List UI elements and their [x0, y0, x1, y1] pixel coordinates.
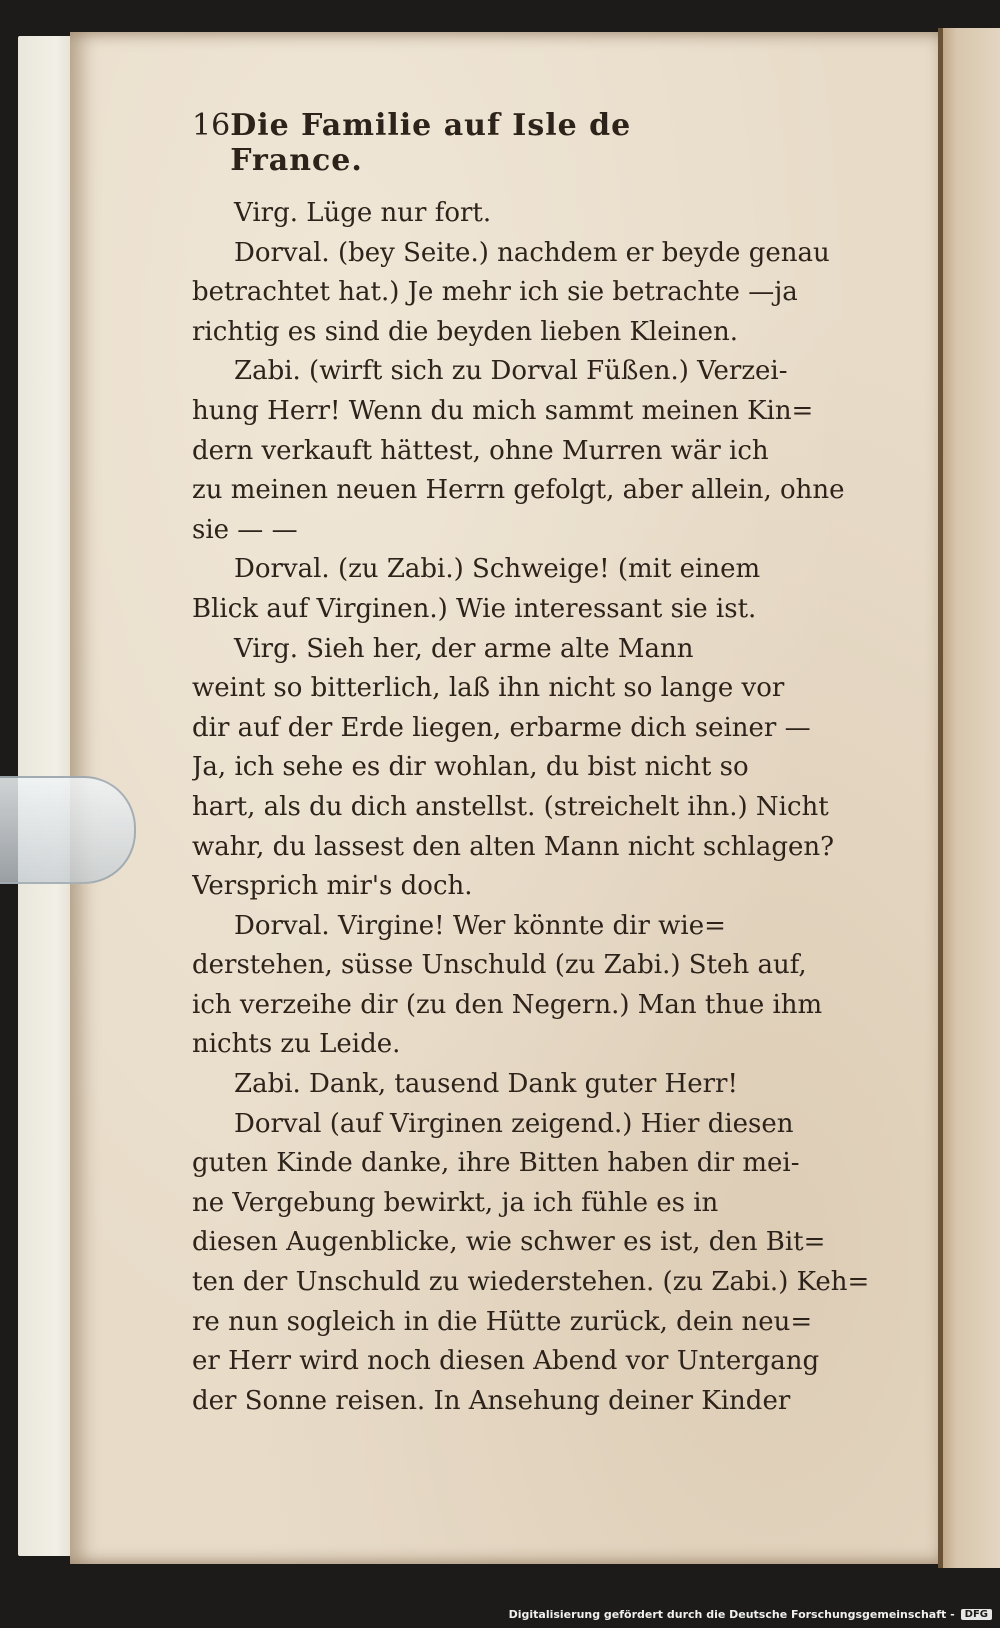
- facing-page-edge: [938, 28, 1000, 1568]
- text-line: re nun sogleich in die Hütte zurück, dein neu=: [192, 1306, 813, 1337]
- text-line: sie — —: [192, 514, 298, 545]
- text-line: Versprich mir's doch.: [192, 871, 473, 902]
- book-spine: [938, 28, 943, 1568]
- page-clip: [0, 776, 136, 884]
- digitization-credit: [509, 1604, 992, 1624]
- text-line: ich verzeihe dir (zu den Negern.) Man thue ihm: [192, 989, 823, 1020]
- text-line: Virg. Sieh her, der arme alte Mann: [234, 633, 694, 664]
- text-line: Dorval (auf Virginen zeigend.) Hier diesen: [234, 1108, 794, 1139]
- text-line: zu meinen neuen Herrn gefolgt, aber allein, ohne: [192, 475, 845, 506]
- text-line: Virg. Lüge nur fort.: [234, 198, 492, 228]
- credit-text: Digitalisierung gefördert durch die Deutsche Forschungsgemeinschaft -: [508, 1607, 955, 1621]
- text-line: er Herr wird noch diesen Abend vor Untergang: [192, 1346, 820, 1377]
- text-line: betrachtet hat.) Je mehr ich sie betrachte —ja: [192, 277, 798, 308]
- text-line: ne Vergebung bewirkt, ja ich fühle es in: [192, 1187, 719, 1218]
- text-line: Zabi. (wirft sich zu Dorval Füßen.) Verzei-: [234, 356, 788, 387]
- page-text: [192, 108, 892, 1421]
- text-line: hung Herr! Wenn du mich sammt meinen Kin=: [192, 395, 814, 426]
- page-number: 16: [192, 108, 231, 143]
- text-line: dern verkauft hättest, ohne Murren wär ich: [192, 435, 769, 466]
- text-line: guten Kinde danke, ihre Bitten haben dir mei-: [192, 1148, 800, 1179]
- text-line: weint so bitterlich, laß ihn nicht so lange vor: [192, 673, 785, 704]
- text-line: diesen Augenblicke, wie schwer es ist, den Bit=: [192, 1227, 826, 1258]
- text-line: Zabi. Dank, tausend Dank guter Herr!: [234, 1069, 738, 1100]
- text-line: Ja, ich sehe es dir wohlan, du bist nicht so: [192, 752, 749, 783]
- page-header: [192, 108, 762, 178]
- text-line: derstehen, süsse Unschuld (zu Zabi.) Steh auf,: [192, 950, 807, 981]
- text-line: Dorval. Virgine! Wer könnte dir wie=: [234, 910, 726, 941]
- text-line: Blick auf Virginen.) Wie interessant sie ist.: [192, 593, 757, 624]
- text-line: Dorval. (bey Seite.) nachdem er beyde genau: [234, 237, 830, 268]
- text-line: nichts zu Leide.: [192, 1029, 401, 1060]
- text-line: Dorval. (zu Zabi.) Schweige! (mit einem: [234, 554, 761, 585]
- text-line: wahr, du lassest den alten Mann nicht schlagen?: [192, 831, 835, 862]
- dfg-logo: DFG: [961, 1609, 992, 1620]
- text-line: richtig es sind die beyden lieben Kleinen.: [192, 316, 739, 347]
- body-text: [192, 194, 892, 1421]
- text-line: hart, als du dich anstellst. (streichelt ihn.) Nicht: [192, 791, 829, 822]
- text-line: der Sonne reisen. In Ansehung deiner Kinder: [192, 1385, 791, 1416]
- text-line: ten der Unschuld zu wiederstehen. (zu Zabi.) Keh=: [192, 1267, 870, 1298]
- text-line: dir auf der Erde liegen, erbarme dich seiner —: [192, 712, 811, 743]
- running-title: Die Familie auf Isle de France.: [230, 108, 632, 178]
